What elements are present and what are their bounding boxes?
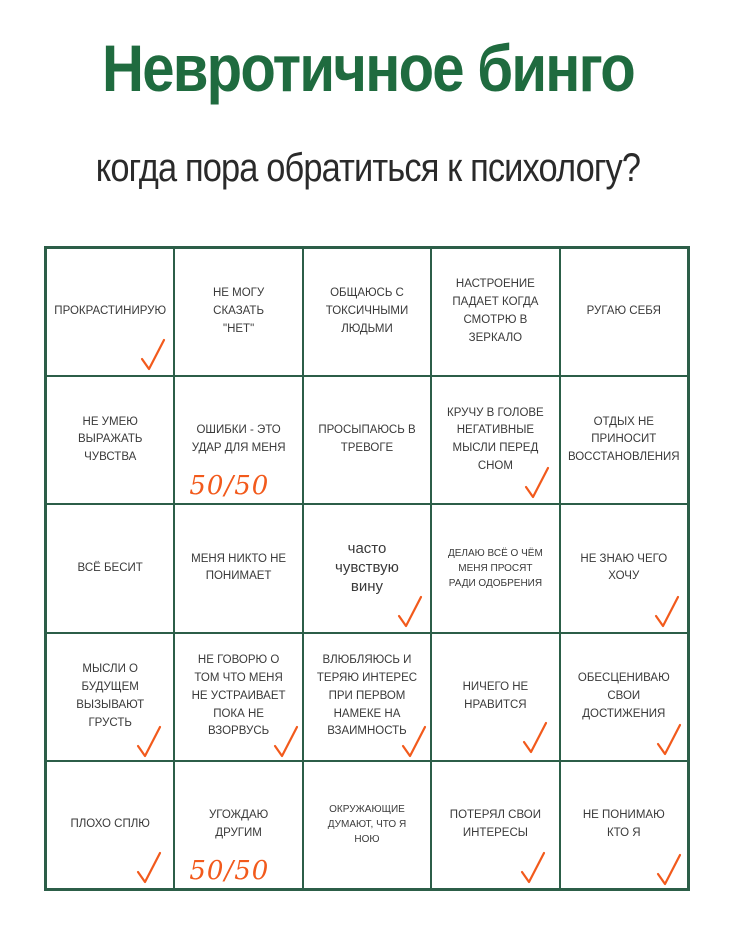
bingo-cell[interactable] — [46, 761, 174, 889]
bingo-cell[interactable] — [431, 376, 559, 504]
checkmark-icon — [135, 850, 163, 886]
bingo-cell-label: ДЕЛАЮ ВСЁ О ЧЁМ МЕНЯ ПРОСЯТ РАДИ ОДОБРЕНИЯ — [447, 547, 543, 589]
handwritten-note: 50/50 — [189, 855, 270, 886]
bingo-cell-label: ОКРУЖАЮЩИЕ ДУМАЮТ, ЧТО Я НОЮ — [327, 804, 407, 846]
bingo-cell-label: НЕ ПОНИМАЮ КТО Я — [582, 809, 665, 839]
bingo-cell-label: ОШИБКИ - ЭТО УДАР ДЛЯ МЕНЯ — [191, 424, 286, 455]
bingo-cell[interactable] — [560, 248, 688, 376]
checkmark-icon — [135, 724, 163, 760]
bingo-cell-label: НЕ ГОВОРЮ О ТОМ ЧТО МЕНЯ НЕ УСТРАИВАЕТ ПОКА НЕ ВЗОРВУСЬ — [191, 654, 286, 738]
bingo-cell-label: ПРОСЫПАЮСЬ В ТРЕВОГЕ — [318, 424, 416, 455]
checkmark-icon — [396, 594, 424, 630]
bingo-cell[interactable] — [303, 504, 431, 632]
bingo-cell-label: НАСТРОЕНИЕ ПАДАЕТ КОГДА СМОТРЮ В ЗЕРКАЛО — [452, 278, 539, 344]
bingo-cell-label: ПРОКРАСТИНИРУЮ — [54, 305, 167, 318]
bingo-cell[interactable] — [46, 248, 174, 376]
checkmark-icon — [521, 720, 549, 756]
bingo-cell[interactable] — [174, 761, 302, 889]
bingo-cell[interactable] — [46, 633, 174, 761]
bingo-cell-label: ВСЁ БЕСИТ — [77, 561, 143, 574]
bingo-grid — [44, 246, 690, 891]
bingo-cell-label: КРУЧУ В ГОЛОВЕ НЕГАТИВНЫЕ МЫСЛИ ПЕРЕД СНОМ — [447, 406, 544, 473]
bingo-cell-label: НЕ УМЕЮ ВЫРАЖАТЬ ЧУВСТВА — [78, 415, 143, 464]
bingo-cell[interactable] — [431, 761, 559, 889]
bingo-cell[interactable] — [303, 248, 431, 376]
bingo-cell-label: УГОЖДАЮ ДРУГИМ — [208, 809, 269, 839]
bingo-cell-label: МЕНЯ НИКТО НЕ ПОНИМАЕТ — [191, 552, 287, 583]
bingo-cell[interactable] — [431, 248, 559, 376]
bingo-cell[interactable] — [46, 504, 174, 632]
bingo-cell-label: ПОТЕРЯЛ СВОИ ИНТЕРЕСЫ — [449, 809, 541, 839]
checkmark-icon — [653, 594, 681, 630]
bingo-cell[interactable] — [46, 376, 174, 504]
bingo-cell-label: ОТДЫХ НЕ ПРИНОСИТ ВОССТАНОВЛЕНИЯ — [567, 415, 680, 464]
bingo-cell[interactable] — [560, 504, 688, 632]
bingo-cell[interactable] — [431, 504, 559, 632]
bingo-cell[interactable] — [560, 376, 688, 504]
bingo-cell[interactable] — [303, 633, 431, 761]
bingo-cell-label: ВЛЮБЛЯЮСЬ И ТЕРЯЮ ИНТЕРЕС ПРИ ПЕРВОМ НАМЕКЕ НА ВЗАИМНОСТЬ — [316, 654, 418, 738]
bingo-cell[interactable] — [174, 248, 302, 376]
bingo-cell[interactable] — [174, 376, 302, 504]
bingo-cell-label: часто чувствую вину — [335, 540, 399, 595]
bingo-cell-label: МЫСЛИ О БУДУЩЕМ ВЫЗЫВАЮТ ГРУСТЬ — [76, 663, 145, 729]
checkmark-icon — [519, 850, 547, 886]
checkmark-icon — [400, 724, 428, 760]
bingo-cell[interactable] — [303, 376, 431, 504]
bingo-cell-label: НИЧЕГО НЕ НРАВИТСЯ — [462, 680, 529, 711]
bingo-cell-label: НЕ ЗНАЮ ЧЕГО ХОЧУ — [580, 552, 668, 583]
checkmark-icon — [139, 337, 167, 373]
checkmark-icon — [272, 724, 300, 760]
bingo-cell[interactable] — [303, 761, 431, 889]
bingo-cell[interactable] — [174, 633, 302, 761]
checkmark-icon — [523, 465, 551, 501]
bingo-cell[interactable] — [560, 633, 688, 761]
bingo-cell-label: ОБЩАЮСЬ С ТОКСИЧНЫМИ ЛЮДЬМИ — [325, 287, 409, 335]
bingo-cell-label: РУГАЮ СЕБЯ — [586, 305, 661, 318]
bingo-cell[interactable] — [431, 633, 559, 761]
page-subtitle: когда пора обратиться к психологу? — [95, 146, 641, 190]
page-title: Невротичное бинго — [102, 31, 634, 105]
bingo-cell-label: ПЛОХО СПЛЮ — [70, 817, 150, 830]
bingo-cell-label: ОБЕСЦЕНИВАЮ СВОИ ДОСТИЖЕНИЯ — [577, 671, 670, 720]
handwritten-note: 50/50 — [189, 471, 270, 502]
bingo-cell-label: НЕ МОГУ СКАЗАТЬ "НЕТ" — [212, 287, 265, 335]
checkmark-icon — [655, 852, 683, 888]
bingo-cell[interactable] — [174, 504, 302, 632]
checkmark-icon — [655, 722, 683, 758]
bingo-cell[interactable] — [560, 761, 688, 889]
